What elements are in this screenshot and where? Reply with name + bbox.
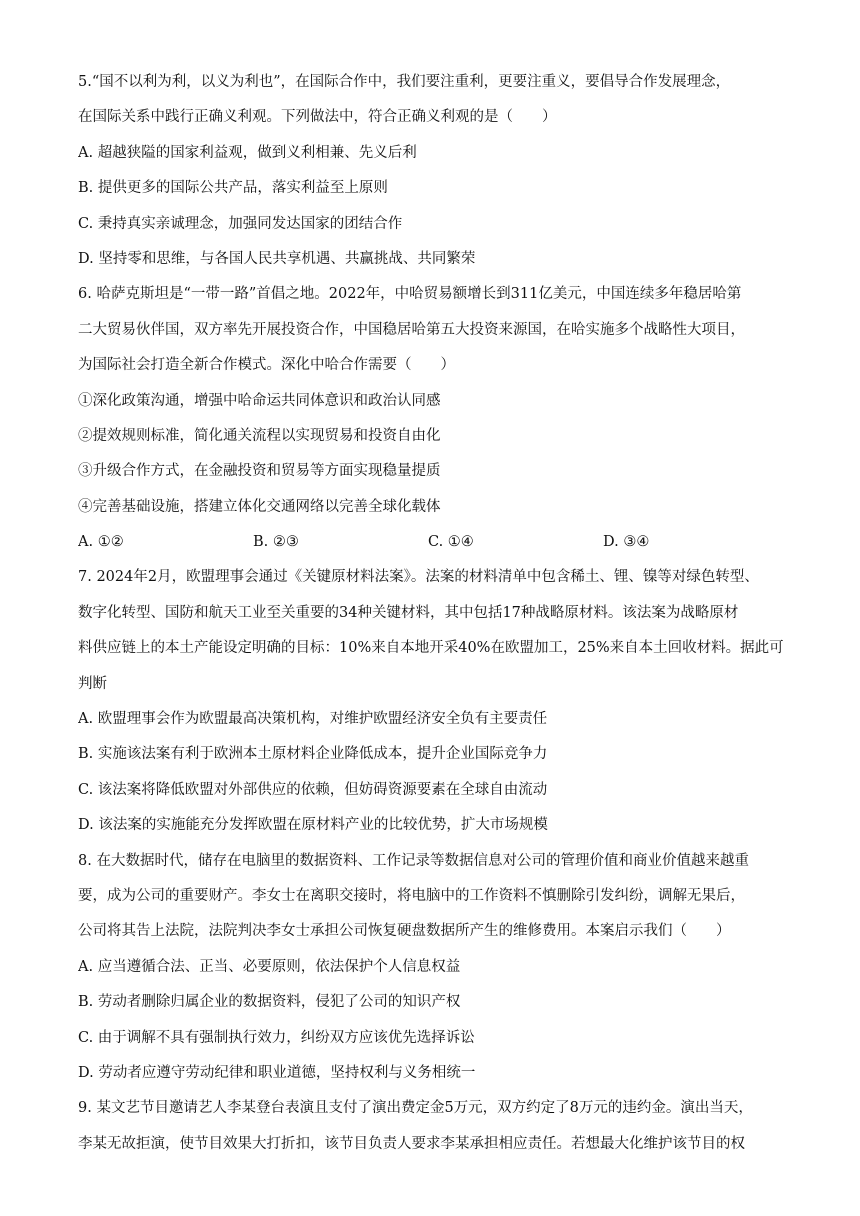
question-7-stem-line-3: 料供应链上的本土产能设定明确的目标：10%来自本地开采40%在欧盟加工，25%来自本土回收材料。据此可 — [78, 640, 784, 657]
question-6-stem-line-3: 为国际社会打造全新合作模式。深化中哈合作需要（ ） — [78, 357, 455, 374]
question-6-stem-line-1: 6. 哈萨克斯坦是“一带一路”首倡之地。2022年，中哈贸易额增长到311亿美元，中国连续多年稳居哈第 — [78, 286, 742, 303]
question-5-stem-line-2: 在国际关系中践行正确义利观。下列做法中，符合正确义利观的是（ ） — [78, 109, 557, 126]
question-8-option-c: C. 由于调解不具有强制执行效力，纠纷双方应该优先选择诉讼 — [78, 1029, 475, 1046]
question-7-option-b: B. 实施该法案有利于欧洲本土原材料企业降低成本，提升企业国际竞争力 — [78, 746, 548, 763]
question-7-option-a: A. 欧盟理事会作为欧盟最高决策机构，对维护欧盟经济安全负有主要责任 — [78, 711, 548, 728]
question-6 — [78, 284, 788, 567]
question-6-item-1: ①深化政策沟通，增强中哈命运共同体意识和政治认同感 — [78, 392, 441, 409]
question-8-option-a: A. 应当遵循合法、正当、必要原则，依法保护个人信息权益 — [78, 958, 461, 975]
question-6-item-3: ③升级合作方式，在金融投资和贸易等方面实现稳量提质 — [78, 463, 441, 480]
question-8-option-d: D. 劳动者应遵守劳动纪律和职业道德，坚持权利与义务相统一 — [78, 1064, 476, 1081]
question-8-stem-line-1: 8. 在大数据时代，储存在电脑里的数据资料、工作记录等数据信息对公司的管理价值和商业价值越来越重 — [78, 852, 749, 869]
question-7-option-d: D. 该法案的实施能充分发挥欧盟在原材料产业的比较优势，扩大市场规模 — [78, 817, 548, 834]
question-5-stem-line-1: 5.“国不以利为利，以义为利也”，在国际合作中，我们要注重利，更要注重义，要倡导合作发展理念， — [78, 74, 731, 90]
question-6-choice-a: A. ①② — [78, 534, 124, 551]
question-5-option-c: C. 秉持真实亲诚理念，加强同发达国家的团结合作 — [78, 215, 403, 232]
question-5-option-b: B. 提供更多的国际公共产品，落实利益至上原则 — [78, 180, 388, 197]
question-6-choice-b: B. ②③ — [253, 534, 299, 551]
question-6-item-2: ②提效规则标准，简化通关流程以实现贸易和投资自由化 — [78, 427, 441, 444]
question-5 — [78, 72, 788, 284]
question-list — [78, 72, 788, 1169]
question-6-choice-c: C. ①④ — [428, 534, 474, 551]
question-6-stem-line-2: 二大贸易伙伴国，双方率先开展投资合作，中国稳居哈第五大投资来源国，在哈实施多个战略性大项目， — [78, 321, 745, 338]
question-9 — [78, 1098, 788, 1169]
question-9-stem-line-2: 李某无故拒演，使节目效果大打折扣，该节目负责人要求李某承担相应责任。若想最大化维护该节目的权 — [78, 1135, 745, 1152]
question-5-option-d: D. 坚持零和思维，与各国人民共享机遇、共赢挑战、共同繁荣 — [78, 250, 476, 267]
question-6-choices — [78, 532, 788, 567]
question-7 — [78, 567, 788, 850]
question-7-option-c: C. 该法案将降低欧盟对外部供应的依赖，但妨碍资源要素在全球自由流动 — [78, 781, 548, 798]
question-8-stem-line-2: 要，成为公司的重要财产。李女士在离职交接时，将电脑中的工作资料不慎删除引发纠纷，调解无果后， — [78, 887, 745, 904]
question-7-stem-line-1: 7. 2024年2月，欧盟理事会通过《关键原材料法案》。法案的材料清单中包含稀土、锂、镍等对绿色转型、 — [78, 569, 759, 586]
question-6-item-4: ④完善基础设施，搭建立体化交通网络以完善全球化载体 — [78, 498, 441, 515]
question-8-stem-line-3: 公司将其告上法院，法院判决李女士承担公司恢复硬盘数据所产生的维修费用。本案启示我们（ ） — [78, 923, 731, 940]
question-7-stem-line-2: 数字化转型、国防和航天工业至关重要的34种关键材料，其中包括17种战略原材料。该法案为战略原材 — [78, 604, 739, 621]
question-9-stem-line-1: 9. 某文艺节目邀请艺人李某登台表演且支付了演出费定金5万元，双方约定了8万元的违约金。演出当天， — [78, 1100, 753, 1117]
question-8-option-b: B. 劳动者删除归属企业的数据资料，侵犯了公司的知识产权 — [78, 994, 461, 1011]
question-7-stem-line-4: 判断 — [78, 675, 107, 692]
question-6-choice-d: D. ③④ — [603, 534, 650, 551]
question-8 — [78, 851, 788, 1099]
question-5-option-a: A. 超越狭隘的国家利益观，做到义利相兼、先义后利 — [78, 144, 417, 161]
